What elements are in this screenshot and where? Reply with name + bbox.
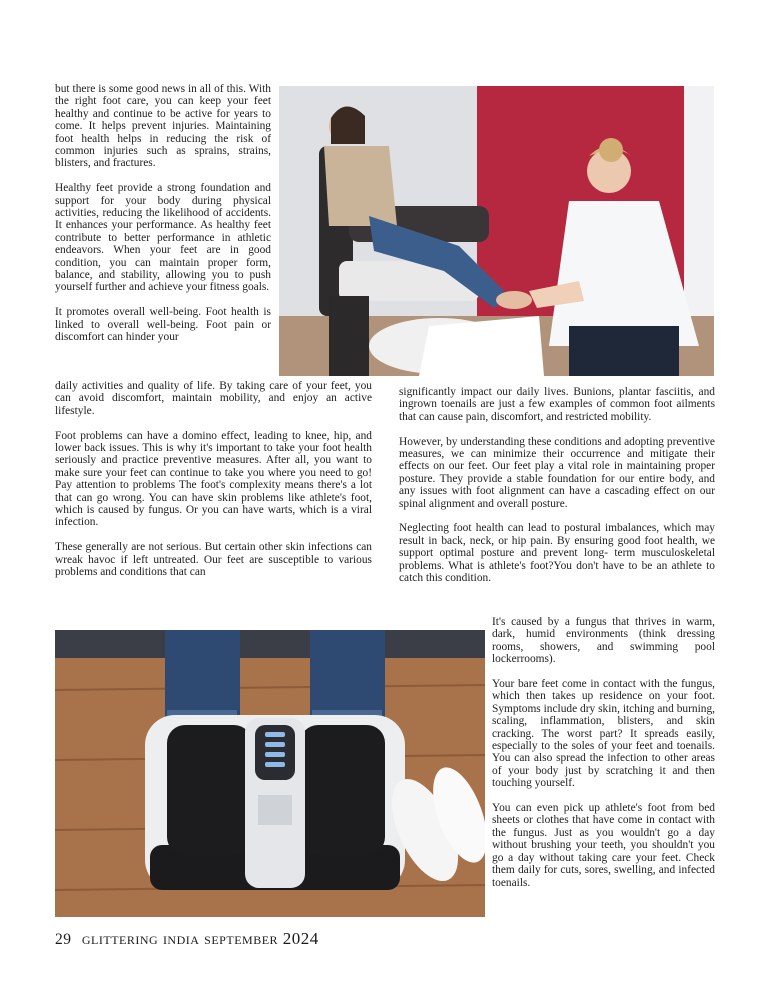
foot-massager-photo [55,630,485,917]
paragraph: Neglecting foot health can lead to postural imbalances, which may result in back, neck, or hip pain. By ensuring good foot health, we support optimal posture and prevent long- term musculoskeletal problems. What is athlete's foot?You don't have to be an athlete to catch this condition. [399,522,715,585]
paragraph: However, by understanding these conditions and adopting preventive measures, we can minimize their occurrence and mitigate their effects on our feet. Our feet play a vital role in maintaining proper posture. They provide a stable foundation for our entire body, and any issues with foot alignment can have a cascading effect on our spinal alignment and overall posture. [399,435,715,510]
paragraph: significantly impact our daily lives. Bunions, plantar fasciitis, and ingrown toenails are just a few examples of common foot ailments that can cause pain, discomfort, and restricted mobility. [399,386,715,423]
magazine-issue: glittering india september 2024 [81,929,319,948]
paragraph: You can even pick up athlete's foot from bed sheets or clothes that have come in contact with the fungus. Just as you wouldn't go a day without brushing your teeth, you shouldn't you go a day without taking care your feet. Check them daily for cuts, sores, swelling, and infected toenails. [492,802,715,889]
paragraph: Foot problems can have a domino effect, leading to knee, hip, and lower back issues. This is why it's important to take your foot health seriously and practice preventive measures. After all, you want to make sure your feet can continue to take you where you need to go! Pay attention to problems The foot's complexity means there's a lot that can go wrong. You can have skin problems like athlete's foot, which is caused by fungus. Or you can have warts, which is a viral infection. [55,429,372,529]
column1-top-text [55,83,271,344]
paragraph: It's caused by a fungus that thrives in warm, dark, humid environments (think dressing rooms, showers, and swimming pool lockerrooms). [492,616,715,666]
page-footer [55,929,555,949]
paragraph: daily activities and quality of life. By taking care of your feet, you can avoid discomfort, maintain mobility, and enjoy an active lifestyle. [55,380,372,417]
salon-foot-care-photo [279,86,714,376]
paragraph: but there is some good news in all of this. With the right foot care, you can keep your feet healthy and continue to be active for years to come. It helps prevent injuries. Maintaining foot health helps in reducing the risk of common injuries such as sprains, strains, blisters, and fractures. [55,83,271,170]
paragraph: Your bare feet come in contact with the fungus, which then takes up residence on your foot. Symptoms include dry skin, itching and burning, scaling, inflammation, blisters, and skin cracking. The worst part? It spreads easily, especially to the soles of your feet and toenails. You can also spread the infection to other areas of your body just by scratching it and then touching yourself. [492,678,715,790]
column2-bottom-text [492,616,715,889]
paragraph: Healthy feet provide a strong foundation and support for your body during physical activities, reducing the likelihood of accidents. It enhances your performance. As healthy feet contribute to better performance in athletic endeavors. When your feet are in good condition, you can maintain proper form, balance, and stability, allowing you to push yourself further and achieve your fitness goals. [55,182,271,294]
column1-middle-text [55,380,372,578]
page-number: 29 [55,931,72,948]
paragraph: These generally are not serious. But certain other skin infections can wreak havoc if left untreated. Our feet are susceptible to various problems and conditions that can [55,541,372,579]
paragraph: It promotes overall well-being. Foot health is linked to overall well-being. Foot pain or discomfort can hinder your [55,306,271,344]
column2-middle-text [399,386,715,584]
